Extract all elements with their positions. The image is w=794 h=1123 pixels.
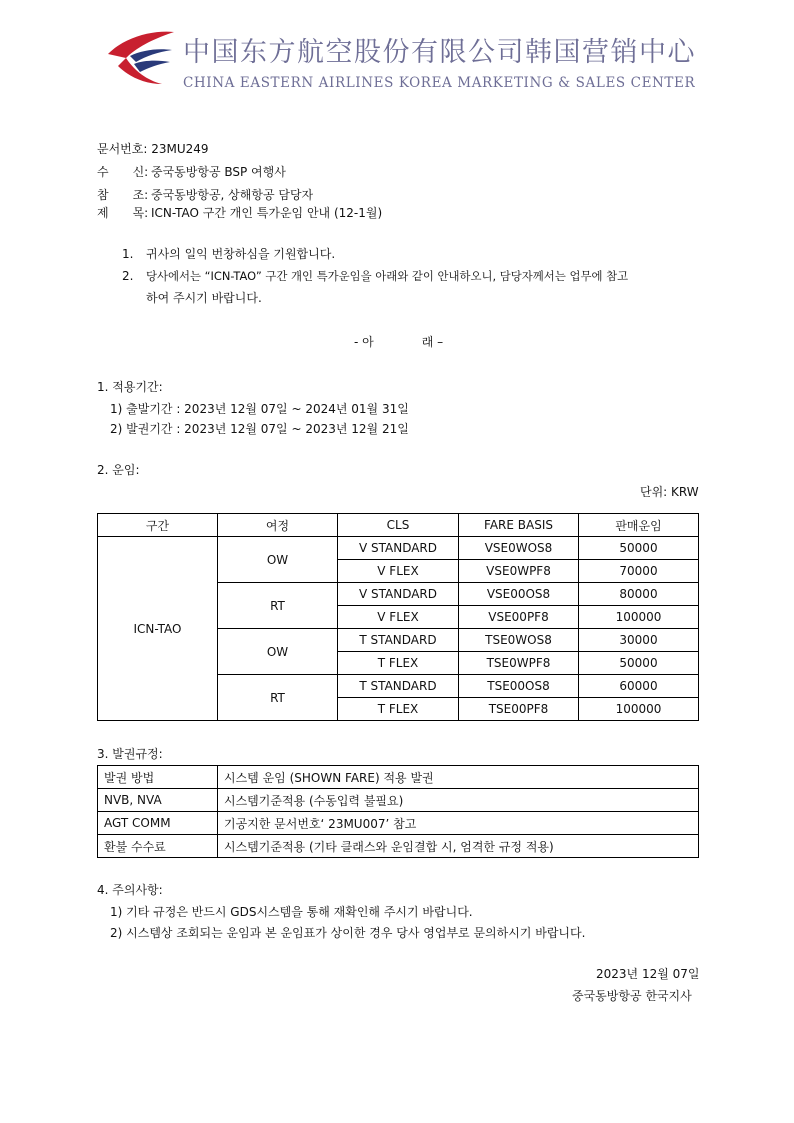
trip-cell: OW — [218, 629, 338, 675]
column-header: 판매운임 — [579, 514, 699, 537]
cc-line — [97, 187, 313, 203]
rule-label: AGT COMM — [98, 812, 218, 835]
fare-basis-cell: VSE0WPF8 — [459, 560, 579, 583]
issuing-organization: 중국동방항공 한국지사 — [572, 989, 692, 1003]
column-header: 구간 — [98, 514, 218, 537]
table-row — [98, 835, 699, 858]
fare-table — [97, 513, 699, 721]
table-row — [98, 766, 699, 789]
trip-cell: RT — [218, 583, 338, 629]
fare-cell: 60000 — [579, 675, 699, 698]
column-header: FARE BASIS — [459, 514, 579, 537]
fare-cell: 50000 — [579, 652, 699, 675]
china-eastern-logo-icon — [104, 26, 176, 90]
trip-cell: OW — [218, 537, 338, 583]
rule-value: 시스템 운임 (SHOWN FARE) 적용 발권 — [218, 766, 699, 789]
table-row — [98, 789, 699, 812]
intro-item-2-line-1: 당사에서는 “ICN-TAO” 구간 개인 특가운임을 아래와 같이 안내하오니, 담당자께서는 업무에 참고 — [146, 269, 629, 283]
rule-value: 기공지한 문서번호‘ 23MU007’ 참고 — [218, 812, 699, 835]
trip-cell: RT — [218, 675, 338, 721]
issue-date: 2023년 12월 07일 — [596, 967, 700, 981]
fare-basis-cell: VSE0WOS8 — [459, 537, 579, 560]
rule-label: 발권 방법 — [98, 766, 218, 789]
table-row — [98, 537, 699, 560]
fare-cell: 100000 — [579, 698, 699, 721]
recipient-line — [97, 164, 286, 180]
notice-heading: - 아 래 – — [354, 335, 444, 349]
intro-item-2-number: 2. — [122, 269, 134, 283]
fare-basis-cell: VSE00PF8 — [459, 606, 579, 629]
section-4-heading: 4. 주의사항: — [97, 883, 163, 897]
intro-item-2-line-2: 하여 주시기 바랍니다. — [146, 291, 262, 305]
fare-basis-cell: TSE00PF8 — [459, 698, 579, 721]
rule-value: 시스템기준적용 (기타 클래스와 운임결합 시, 엄격한 규정 적용) — [218, 835, 699, 858]
fare-basis-cell: TSE0WOS8 — [459, 629, 579, 652]
subject-line — [97, 205, 382, 221]
doc-number: 문서번호: 23MU249 — [97, 142, 209, 156]
table-row — [98, 812, 699, 835]
fare-basis-cell: VSE00OS8 — [459, 583, 579, 606]
fare-basis-cell: TSE00OS8 — [459, 675, 579, 698]
rule-value: 시스템기준적용 (수동입력 불필요) — [218, 789, 699, 812]
intro-item-1: 귀사의 일익 번창하심을 기원합니다. — [146, 247, 336, 261]
fare-cell: 80000 — [579, 583, 699, 606]
cls-cell: T STANDARD — [338, 629, 459, 652]
unit-label: 단위: KRW — [640, 485, 699, 499]
intro-item-1-number: 1. — [122, 247, 134, 261]
fare-table-header — [98, 514, 699, 537]
route-cell: ICN-TAO — [98, 537, 218, 721]
column-header: CLS — [338, 514, 459, 537]
fare-cell: 50000 — [579, 537, 699, 560]
section-1-line-1: 1) 출발기간 : 2023년 12월 07일 ~ 2024년 01월 31일 — [110, 402, 409, 416]
cls-cell: V STANDARD — [338, 583, 459, 606]
cls-cell: T FLEX — [338, 652, 459, 675]
fare-cell: 70000 — [579, 560, 699, 583]
section-4-line-1: 1) 기타 규정은 반드시 GDS시스템을 통해 재확인해 주시기 바랍니다. — [110, 905, 473, 919]
rule-label: 환불 수수료 — [98, 835, 218, 858]
cls-cell: V FLEX — [338, 560, 459, 583]
cls-cell: T FLEX — [338, 698, 459, 721]
cls-cell: V STANDARD — [338, 537, 459, 560]
section-1-heading: 1. 적용기간: — [97, 380, 163, 394]
recipient-label: 수 신: — [97, 165, 149, 179]
section-2-heading: 2. 운임: — [97, 463, 140, 477]
cls-cell: T STANDARD — [338, 675, 459, 698]
company-title-english: CHINA EASTERN AIRLINES KOREA MARKETING & SALES CENTER — [183, 75, 696, 91]
section-1-line-2: 2) 발권기간 : 2023년 12월 07일 ~ 2023년 12월 21일 — [110, 422, 409, 436]
section-4-line-2: 2) 시스템상 조회되는 운임과 본 운임표가 상이한 경우 당사 영업부로 문의하시기 바랍니다. — [110, 926, 586, 940]
cls-cell: V FLEX — [338, 606, 459, 629]
rule-label: NVB, NVA — [98, 789, 218, 812]
subject-value: ICN-TAO 구간 개인 특가운임 안내 (12-1월) — [151, 206, 383, 220]
recipient-value: 중국동방항공 BSP 여행사 — [151, 165, 286, 179]
fare-cell: 100000 — [579, 606, 699, 629]
fare-cell: 30000 — [579, 629, 699, 652]
cc-value: 중국동방항공, 상해항공 담당자 — [151, 188, 314, 202]
section-3-heading: 3. 발권규정: — [97, 747, 163, 761]
company-title-chinese: 中国东方航空股份有限公司韩国营销中心 — [183, 37, 696, 68]
ticketing-rules-table — [97, 765, 699, 858]
cc-label: 참 조: — [97, 188, 149, 202]
subject-label: 제 목: — [97, 206, 149, 220]
fare-basis-cell: TSE0WPF8 — [459, 652, 579, 675]
column-header: 여정 — [218, 514, 338, 537]
